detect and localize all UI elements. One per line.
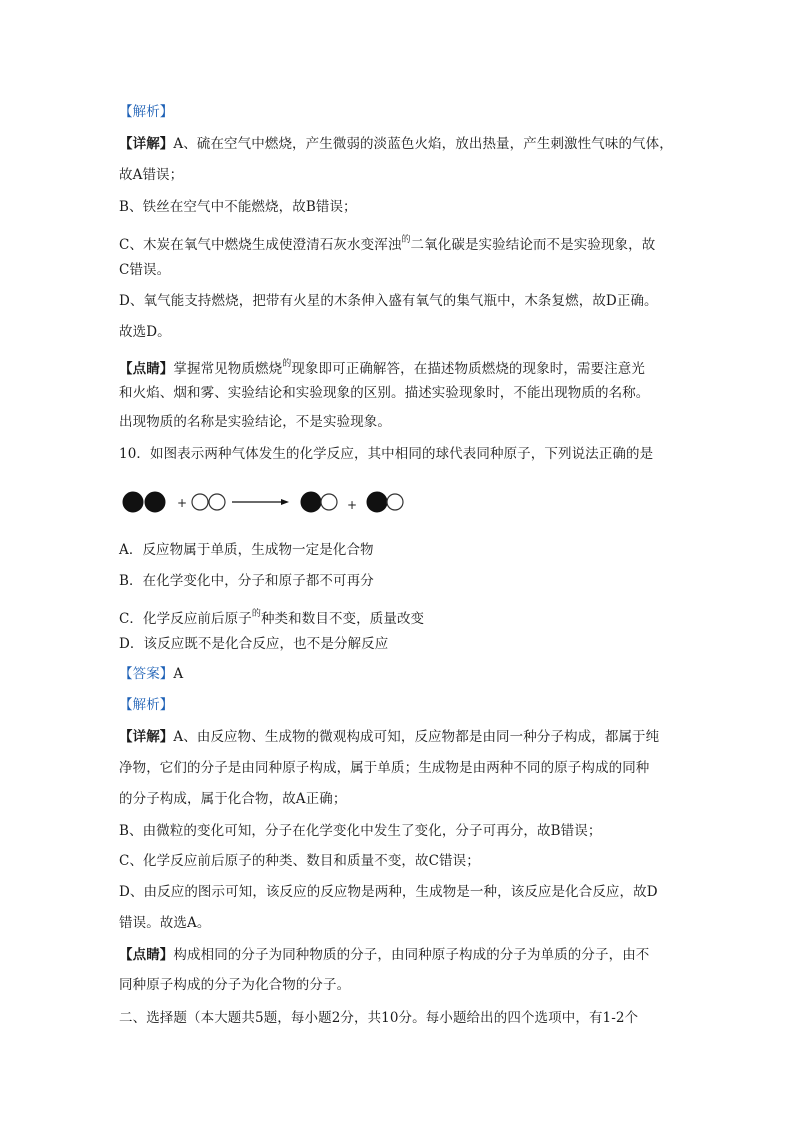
white-atom	[321, 494, 337, 510]
plus-sign: +	[347, 498, 358, 512]
detail-line-1	[119, 134, 673, 154]
option-a: A．反应物属于单质，生成物一定是化合物	[119, 542, 374, 558]
section-heading: 二、选择题（本大题共5题，每小题2分，共10分。每小题给出的四个选项中，有1-2个	[119, 1010, 639, 1026]
text-part: 现象即可正确解答，在描述物质燃烧的现象时，需要注意光	[291, 361, 645, 377]
option-b: B．在化学变化中，分子和原子都不可再分	[119, 573, 374, 589]
detail-text: A、由反应物、生成物的微观构成可知，反应物都是由同一种分子构成，都属于纯	[173, 729, 660, 745]
text-part: C、木炭在氧气中燃烧生成使澄清石灰水变浑浊	[119, 237, 402, 253]
superscript-char: 的	[401, 235, 411, 245]
answer-value: A	[173, 666, 184, 682]
arrow-head	[281, 499, 289, 505]
detail2-line-3: 的分子构成，属于化合物，故A正确；	[119, 791, 347, 807]
answer-line	[119, 664, 183, 684]
analysis-heading	[119, 102, 173, 122]
black-atom	[145, 492, 165, 512]
xiangjie-tag: 【详解】	[119, 136, 174, 152]
plus-sign: +	[177, 496, 188, 510]
detail2-line-5: C、化学反应前后原子的种类、数目和质量不变，故C错误；	[119, 853, 480, 869]
detail2-line-2: 净物，它们的分子是由同种原子构成，属于单质；生成物是由两种不同的原子构成的同种	[119, 760, 650, 776]
jiexi-tag: 【解析】	[119, 697, 174, 713]
dianjing2-line-1	[119, 945, 649, 965]
detail-line-5: C错误。	[119, 262, 171, 278]
white-atom	[192, 494, 208, 510]
detail2-line-6: D、由反应的图示可知，该反应的反应物是两种，生成物是一种，该反应是化合反应，故D	[119, 884, 658, 900]
dianjing-tag: 【点睛】	[119, 361, 174, 377]
superscript-char: 的	[282, 359, 292, 369]
detail-line-2: 故A错误；	[119, 167, 184, 183]
white-atom	[209, 494, 225, 510]
question-10-stem: 10．如图表示两种气体发生的化学反应，其中相同的球代表同种原子，下列说法正确的是	[119, 446, 654, 462]
reaction-diagram	[119, 484, 419, 520]
detail-line-3: B、铁丝在空气中不能燃烧，故B错误；	[119, 199, 357, 215]
dianjing-tag: 【点睛】	[119, 947, 174, 963]
detail2-line-4: B、由微粒的变化可知，分子在化学变化中发生了变化，分子可再分，故B错误；	[119, 823, 602, 839]
detail-text: A、硫在空气中燃烧，产生微弱的淡蓝色火焰，放出热量，产生刺激性气味的气体，	[173, 136, 673, 152]
text-part: 掌握常见物质燃烧	[173, 361, 283, 377]
text-part: 种类和数目不变，质量改变	[260, 611, 425, 627]
detail2-line-7: 错误。故选A。	[119, 915, 211, 931]
detail2-line-1	[119, 727, 659, 747]
black-atom	[123, 492, 143, 512]
black-atom	[301, 492, 321, 512]
detail-line-4	[119, 230, 655, 255]
jiexi-tag: 【解析】	[119, 104, 174, 120]
dianjing-line-1	[119, 354, 645, 379]
answer-tag: 【答案】	[119, 666, 174, 682]
detail-line-6: D、氧气能支持燃烧，把带有火星的木条伸入盛有氧气的集气瓶中，木条复燃，故D正确。	[119, 293, 658, 309]
text-part: 构成相同的分子为同种物质的分子，由同种原子构成的分子为单质的分子，由不	[173, 947, 650, 963]
dianjing-line-3: 出现物质的名称是实验结论，不是实验现象。	[119, 414, 391, 430]
superscript-char: 的	[251, 609, 261, 619]
dianjing-line-2: 和火焰、烟和雾、实验结论和实验现象的区别。描述实验现象时，不能出现物质的名称。	[119, 385, 650, 401]
dianjing2-line-2: 同种原子构成的分子为化合物的分子。	[119, 977, 351, 993]
detail-line-7: 故选D。	[119, 324, 171, 340]
option-c	[119, 604, 424, 629]
option-d: D．该反应既不是化合反应，也不是分解反应	[119, 636, 389, 652]
text-part: 二氧化碳是实验结论而不是实验现象，故	[410, 237, 656, 253]
xiangjie-tag: 【详解】	[119, 729, 174, 745]
black-atom	[367, 492, 387, 512]
text-part: C．化学反应前后原子	[119, 611, 252, 627]
white-atom	[387, 494, 403, 510]
analysis-heading-2	[119, 695, 173, 715]
